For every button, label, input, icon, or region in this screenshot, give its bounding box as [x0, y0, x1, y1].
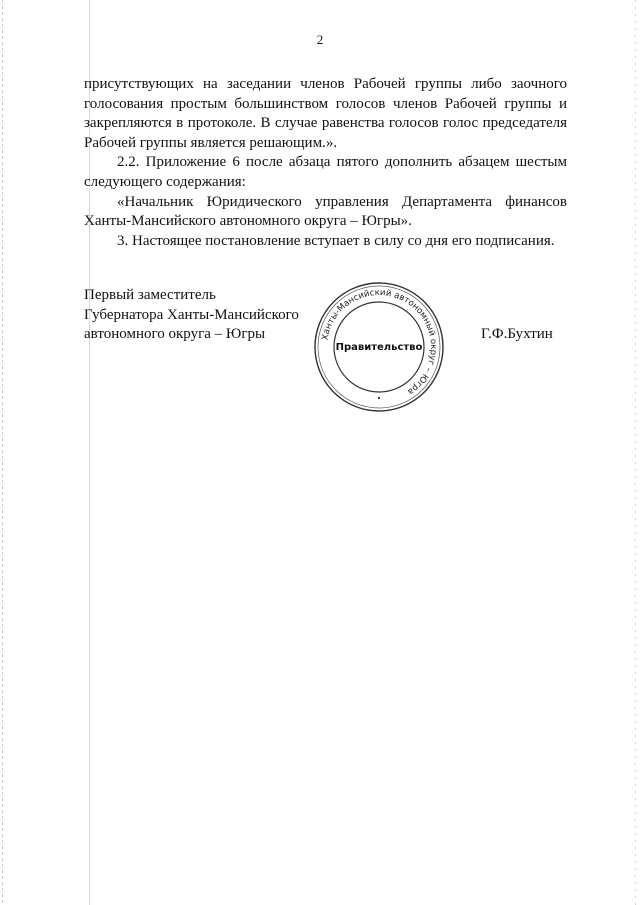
- signatory-position: [84, 286, 299, 345]
- signatory-position-line: автономного округа – Югры: [84, 326, 266, 343]
- scan-edge-left: [2, 0, 3, 905]
- government-seal: [312, 280, 446, 414]
- paragraph-3: 3. Настоящее постановление вступает в силу со дня его подписания.: [117, 232, 555, 249]
- scan-edge-right: [635, 0, 636, 905]
- signatory-position-line: Первый заместитель: [84, 287, 216, 303]
- paragraph-continuation: присутствующих на заседании членов Рабочей группы либо заочного голосования простым большинством голосов членов Рабочей группы и закрепляются в протоколе. В случае равенства голосов голос председателя Рабочей группы является решающим.».: [84, 76, 567, 151]
- signatory-name: Г.Ф.Бухтин: [481, 326, 553, 342]
- seal-center-text: Правительство: [335, 342, 423, 353]
- seal-ring-text: Ханты-Мансийский автономный округ – Югра: [320, 287, 439, 397]
- document-body: [84, 75, 567, 251]
- page-number: 2: [316, 32, 324, 47]
- signatory-position-line: Губернатора Ханты-Мансийского: [84, 306, 299, 323]
- paragraph-quote: «Начальник Юридического управления Департамента финансов Ханты-Мансийского автономного округа – Югры».: [84, 193, 567, 230]
- seal-dot: [378, 397, 380, 399]
- paragraph-2-2: 2.2. Приложение 6 после абзаца пятого дополнить абзацем шестым следующего содержания:: [84, 154, 567, 190]
